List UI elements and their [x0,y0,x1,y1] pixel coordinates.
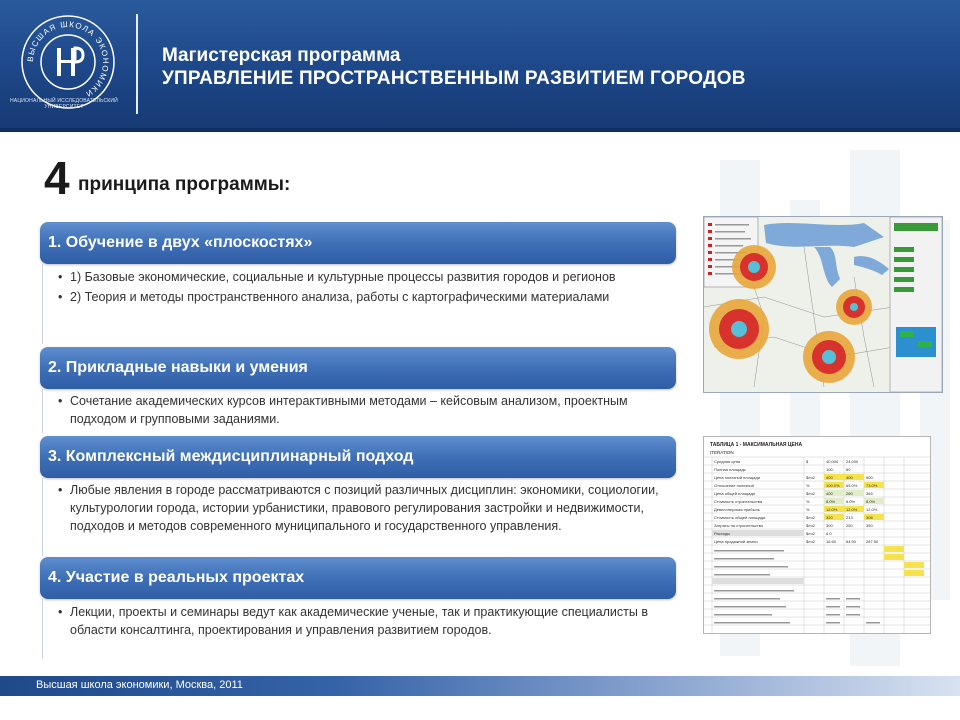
svg-text:Средняя цена: Средняя цена [714,459,741,464]
svg-text:73.0%: 73.0% [866,483,878,488]
principle-2-header: 2. Прикладные навыки и умения [40,347,676,389]
svg-text:100.0%: 100.0% [826,483,840,488]
list-item: • Любые явления в городе рассматриваются с позиций различных дисциплин: экономики, социологии, культурологии города, истории урбанистики, правового регулирования застройки и недвижимости, подходов и методов современного муниципального и государственного управления. [58,481,662,535]
principle-1-bullets [58,268,662,306]
logo-caption: НАЦИОНАЛЬНЫЙ ИССЛЕДОВАТЕЛЬСКИЙ УНИВЕРСИТЕТ [10,98,118,110]
svg-text:12.0%: 12.0% [846,507,858,512]
svg-text:Цена продажной земли: Цена продажной земли [714,539,758,544]
svg-text:12.0%: 12.0% [866,507,878,512]
svg-text:8.0%: 8.0% [866,499,876,504]
svg-text:$/m2: $/m2 [806,531,815,536]
svg-text:Расходы: Расходы [714,531,731,536]
svg-text:$: $ [806,459,809,464]
svg-text:Затраты на строительство: Затраты на строительство [714,523,764,528]
svg-text:60: 60 [846,467,851,472]
principle-4-bullets [58,603,662,639]
svg-text:Цена общей площади: Цена общей площади [714,491,755,496]
svg-text:Стоимость общей площади: Стоимость общей площади [714,515,766,520]
svg-text:260: 260 [846,491,853,496]
svg-text:6.0: 6.0 [826,531,832,536]
svg-text:24,000: 24,000 [846,459,859,464]
svg-text:8.0%: 8.0% [826,499,836,504]
svg-text:ТАБЛИЦА 1 - МАКСИМАЛЬНАЯ ЦЕНА: ТАБЛИЦА 1 - МАКСИМАЛЬНАЯ ЦЕНА [710,442,803,448]
svg-text:12.0%: 12.0% [826,507,838,512]
principle-3-header: 3. Комплексный междисциплинарный подход [40,436,676,478]
svg-text:Отношение полезной: Отношение полезной [714,483,754,488]
principles-heading: принципа программы: [78,174,291,195]
svg-text:308: 308 [866,515,873,520]
principle-4-header: 4. Участие в реальных проектах [40,557,676,599]
svg-text:250: 250 [846,523,853,528]
svg-text:300: 300 [826,523,833,528]
program-title: УПРАВЛЕНИЕ ПРОСТРАНСТВЕННЫМ РАЗВИТИЕМ ГОРОДОВ [162,68,746,89]
header-vertical-line [136,14,138,114]
svg-text:365: 365 [866,491,873,496]
svg-text:350: 350 [866,523,873,528]
list-item: • 2) Теория и методы пространственного анализа, работы с картографическими материалами [58,288,662,306]
svg-text:$/m2: $/m2 [806,523,815,528]
principle-3-bullets [58,481,662,535]
principles-count: 4 [44,152,70,204]
principle-1-header: 1. Обучение в двух «плоскостях» [40,222,676,264]
footer-text: Высшая школа экономики, Москва, 2011 [36,679,243,691]
svg-text:$/m2: $/m2 [806,515,815,520]
list-item: • Лекции, проекты и семинары ведут как академические ученые, так и практикующие специалисты в области консалтинга, проектирования и управления развитием городов. [58,603,662,639]
svg-text:320: 320 [826,515,833,520]
svg-text:%: % [806,483,810,488]
svg-text:%: % [806,499,810,504]
svg-text:8.0%: 8.0% [846,499,856,504]
header-divider [0,128,960,132]
header-banner [0,0,960,128]
svg-text:Цена полезной площади: Цена полезной площади [714,475,760,480]
svg-text:213: 213 [846,515,853,520]
svg-text:ITERATION: ITERATION [710,450,734,455]
program-subtitle: Магистерская программа [162,45,401,66]
svg-text:Девелоперская прибыль: Девелоперская прибыль [714,507,760,512]
svg-text:500: 500 [866,475,873,480]
svg-text:400: 400 [826,475,833,480]
svg-text:$/m2: $/m2 [806,491,815,496]
svg-text:ВЫСШАЯ ШКОЛА ЭКОНОМИКИ: ВЫСШАЯ ШКОЛА ЭКОНОМИКИ [25,19,111,99]
svg-text:100: 100 [826,467,833,472]
svg-text:$/m2: $/m2 [806,539,815,544]
list-item: • Сочетание академических курсов интерактивными методами – кейсовым анализом, проектным подходом и групповыми заданиями. [58,392,662,428]
svg-text:Стоимость строительства: Стоимость строительства [714,499,763,504]
svg-text:16.60: 16.60 [826,539,837,544]
svg-text:%: % [806,507,810,512]
svg-text:64.90: 64.90 [846,539,857,544]
svg-text:Полная площадь: Полная площадь [714,467,746,472]
svg-text:400: 400 [846,475,853,480]
spreadsheet-image [703,436,931,634]
svg-text:65.0%: 65.0% [846,483,858,488]
principle-2-bullets [58,392,662,428]
gis-map-image [703,216,943,393]
svg-text:400: 400 [826,491,833,496]
svg-text:$/m2: $/m2 [806,475,815,480]
svg-text:287.50: 287.50 [866,539,879,544]
svg-text:40,000: 40,000 [826,459,839,464]
list-item: • 1) Базовые экономические, социальные и культурные процессы развития городов и регионов [58,268,662,286]
